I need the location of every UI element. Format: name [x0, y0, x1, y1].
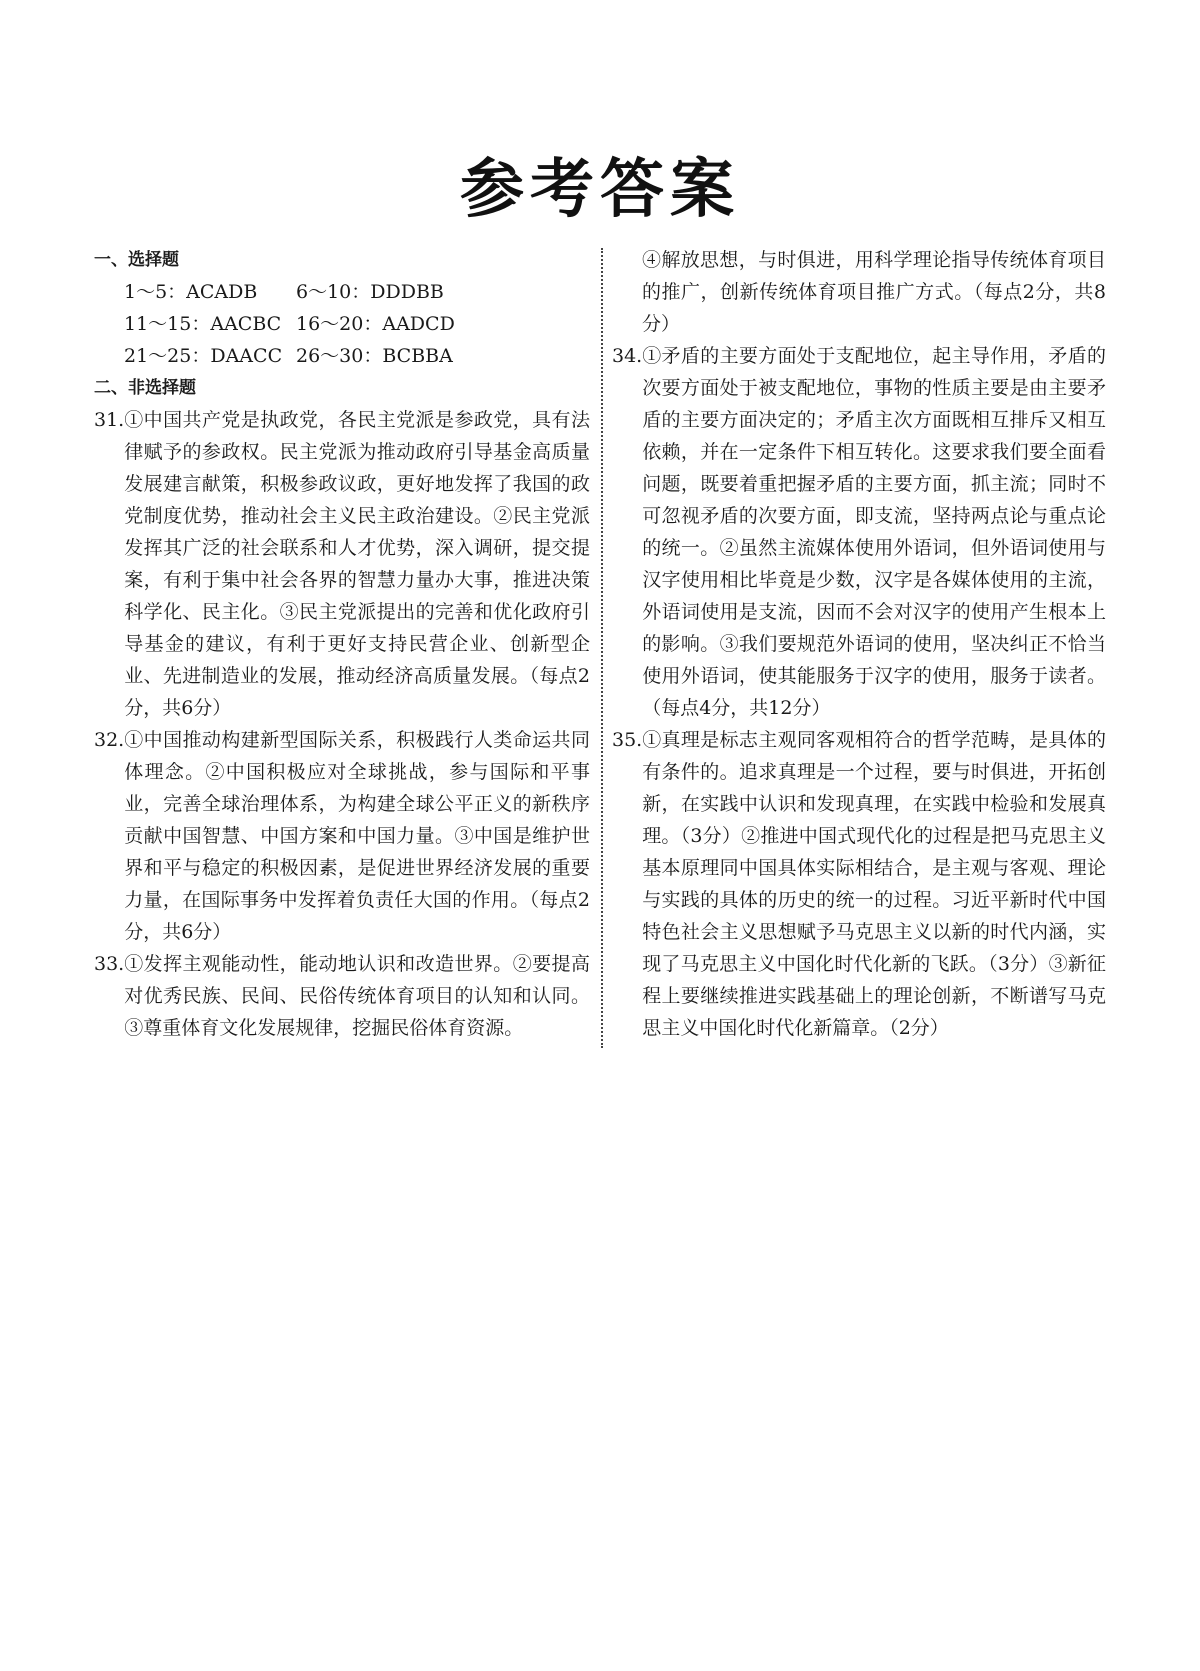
- answer-group: 21～25：DAACC: [124, 345, 283, 367]
- answer-row: [94, 276, 590, 308]
- answer-group: 11～15：AACBC: [124, 313, 282, 335]
- answer-text-continued: ④解放思想，与时俱进，用科学理论指导传统体育项目的推广，创新传统体育项目推广方式。（每点2分，共8分）: [642, 249, 1106, 335]
- answer-row: [94, 308, 590, 340]
- question-number: 32.: [94, 729, 125, 751]
- section-heading-choice: 一、选择题: [94, 250, 179, 270]
- answer-group: 26～30：BCBBA: [296, 345, 453, 367]
- answer-group: 6～10：DDDBB: [296, 281, 444, 303]
- answer-item-32: [94, 724, 590, 948]
- question-number: 34.: [612, 345, 643, 367]
- answer-row: [94, 340, 590, 372]
- answer-text: ①矛盾的主要方面处于支配地位，起主导作用，矛盾的次要方面处于被支配地位，事物的性质主要是由主要矛盾的主要方面决定的；矛盾主次方面既相互排斥又相互依赖，并在一定条件下相互转化。这要求我们要全面看问题，既要着重把握矛盾的主要方面，抓主流；同时不可忽视矛盾的次要方面，即支流，坚持两点论与重点论的统一。②虽然主流媒体使用外语词，但外语词使用与汉字使用相比毕竟是少数，汉字是各媒体使用的主流，外语词使用是支流，因而不会对汉字的使用产生根本上的影响。③我们要规范外语词的使用，坚决纠正不恰当使用外语词，使其能服务于汉字的使用，服务于读者。（每点4分，共12分）: [642, 345, 1106, 719]
- question-number: 35.: [612, 729, 643, 751]
- answer-text: ①中国共产党是执政党，各民主党派是参政党，具有法律赋予的参政权。民主党派为推动政府引导基金高质量发展建言献策，积极参政议政，更好地发挥了我国的政党制度优势，推动社会主义民主政治建设。②民主党派发挥其广泛的社会联系和人才优势，深入调研，提交提案，有利于集中社会各界的智慧力量办大事，推进决策科学化、民主化。③民主党派提出的完善和优化政府引导基金的建议，有利于更好支持民营企业、创新型企业、先进制造业的发展，推动经济高质量发展。（每点2分，共6分）: [124, 409, 590, 719]
- answer-group: 16～20：AADCD: [296, 313, 455, 335]
- answer-item-34: [612, 340, 1106, 724]
- question-number: 31.: [94, 409, 125, 431]
- column-divider: [601, 248, 603, 1048]
- answer-item-33: [94, 948, 590, 1044]
- answer-text: ①发挥主观能动性，能动地认识和改造世界。②要提高对优秀民族、民间、民俗传统体育项目的认知和认同。③尊重体育文化发展规律，挖掘民俗体育资源。: [124, 953, 590, 1039]
- answer-group: 1～5：ACADB: [124, 281, 258, 303]
- answer-text: ①中国推动构建新型国际关系，积极践行人类命运共同体理念。②中国积极应对全球挑战，参与国际和平事业，完善全球治理体系，为构建全球公平正义的新秩序贡献中国智慧、中国方案和中国力量。③中国是维护世界和平与稳定的积极因素，是促进世界经济发展的重要力量，在国际事务中发挥着负责任大国的作用。（每点2分，共6分）: [124, 729, 590, 943]
- page-title: 参考答案: [460, 153, 740, 227]
- right-column: [612, 244, 1106, 1044]
- section-heading-nonchoice: 二、非选择题: [94, 378, 196, 398]
- answer-text: ①真理是标志主观同客观相符合的哲学范畴，是具体的有条件的。追求真理是一个过程，要与时俱进，开拓创新，在实践中认识和发现真理，在实践中检验和发展真理。（3分）②推进中国式现代化的过程是把马克思主义基本原理同中国具体实际相结合，是主观与客观、理论与实践的具体的历史的统一的过程。习近平新时代中国特色社会主义思想赋予马克思主义以新的时代内涵，实现了马克思主义中国化时代化新的飞跃。（3分）③新征程上要继续推进实践基础上的理论创新，不断谱写马克思主义中国化时代化新篇章。（2分）: [642, 729, 1106, 1039]
- answer-item-35: [612, 724, 1106, 1044]
- left-column: [94, 244, 590, 1044]
- question-number: 33.: [94, 953, 125, 975]
- answer-item-31: [94, 404, 590, 724]
